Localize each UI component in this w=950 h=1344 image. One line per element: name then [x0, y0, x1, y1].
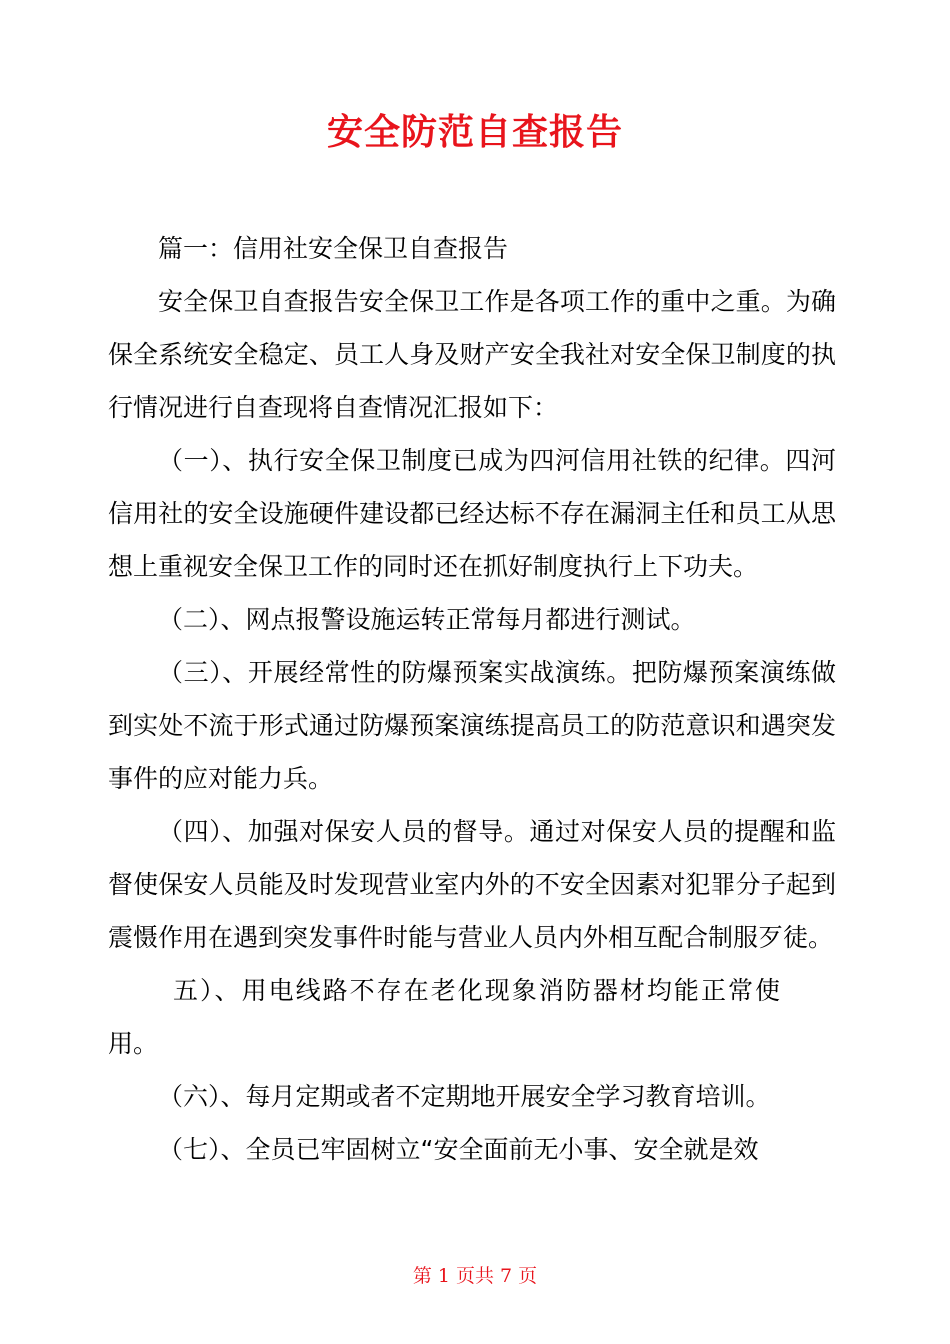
paragraph-item-7: （七）、全员已牢固树立“安全面前无小事、安全就是效 — [158, 1135, 759, 1164]
section-heading: 篇一：信用社安全保卫自查报告 — [158, 234, 509, 263]
document-body — [108, 220, 836, 1176]
paragraph-item-6: （六）、每月定期或者不定期地开展安全学习教育培训。 — [158, 1082, 771, 1111]
document-title: 安全防范自查报告 — [326, 112, 623, 153]
paragraph-item-5: 五）、用电线路不存在老化现象消防器材均能正常使用。 — [108, 976, 780, 1058]
paragraph-item-4: （四）、加强对保安人员的督导。通过对保安人员的提醒和监督使保安人员能及时发现营业室内外的不安全因素对犯罪分子起到震慑作用在遇到突发事件时能与营业人员内外相互配合制服歹徒。 — [108, 817, 836, 952]
paragraph-item-2: （二）、网点报警设施运转正常每月都进行测试。 — [158, 605, 696, 634]
page-number-footer: 第 1 页共 7 页 — [412, 1265, 538, 1287]
paragraph-intro: 安全保卫自查报告安全保卫工作是各项工作的重中之重。为确保全系统安全稳定、员工人身及财产安全我社对安全保卫制度的执行情况进行自查现将自查情况汇报如下： — [108, 287, 836, 422]
paragraph-item-3: （三）、开展经常性的防爆预案实战演练。把防爆预案演练做到实处不流于形式通过防爆预案演练提高员工的防范意识和遇突发事件的应对能力兵。 — [108, 658, 836, 793]
paragraph-item-1: （一）、执行安全保卫制度已成为四河信用社铁的纪律。四河信用社的安全设施硬件建设都已经达标不存在漏洞主任和员工从思想上重视安全保卫工作的同时还在抓好制度执行上下功夫。 — [108, 446, 836, 581]
